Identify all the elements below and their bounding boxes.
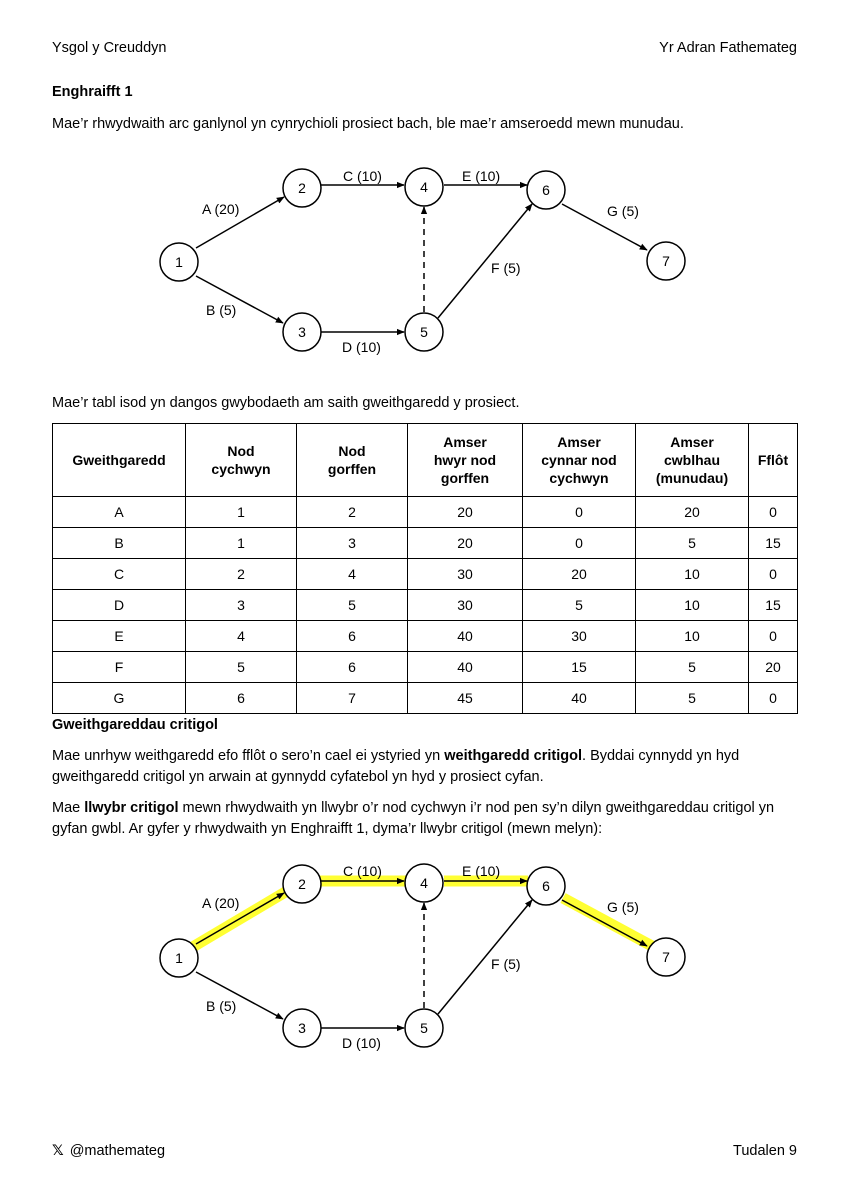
- term-critical-activity: weithgaredd critigol: [444, 748, 583, 764]
- cell: F: [53, 652, 186, 683]
- cell: 15: [749, 528, 798, 559]
- header-school: Ysgol y Creuddyn: [52, 40, 167, 56]
- cell: 45: [408, 683, 523, 714]
- cell: 0: [749, 559, 798, 590]
- cell: 20: [408, 497, 523, 528]
- cell: 30: [408, 590, 523, 621]
- arc-label-c: C (10): [343, 168, 382, 184]
- node-3: [283, 313, 321, 351]
- cell: 6: [297, 652, 408, 683]
- cell: 10: [636, 621, 749, 652]
- cell: 5: [636, 528, 749, 559]
- node-6: [527, 867, 565, 905]
- node-6: [527, 171, 565, 209]
- network-diagram-2: [0, 696, 849, 1076]
- table-row: [53, 497, 798, 528]
- col-header-float: Fflôt: [749, 424, 798, 497]
- cell: 5: [186, 652, 297, 683]
- footer-handle: @mathemateg: [69, 1143, 166, 1159]
- cell: 30: [523, 621, 636, 652]
- node-label: 5: [420, 1020, 428, 1036]
- table-header-row: [53, 424, 798, 497]
- cell: 0: [749, 621, 798, 652]
- node-label: 6: [542, 878, 550, 894]
- cell: 0: [749, 497, 798, 528]
- cell: C: [53, 559, 186, 590]
- arc-label-a: A (20): [202, 201, 240, 217]
- cell: 15: [523, 652, 636, 683]
- example-title: Enghraifft 1: [52, 84, 133, 100]
- text-run: Mae: [52, 800, 85, 816]
- table-row: [53, 590, 798, 621]
- node-label: 7: [662, 949, 670, 965]
- cell: 20: [636, 497, 749, 528]
- node-1: [160, 243, 198, 281]
- cell: 5: [523, 590, 636, 621]
- node-7: [647, 938, 685, 976]
- cell: G: [53, 683, 186, 714]
- node-5: [405, 1009, 443, 1047]
- cell: 2: [186, 559, 297, 590]
- node-label: 1: [175, 254, 183, 270]
- cell: 30: [408, 559, 523, 590]
- cell: 40: [408, 621, 523, 652]
- node-4: [405, 168, 443, 206]
- arc-label-a: A (20): [202, 895, 240, 911]
- cell: 0: [523, 528, 636, 559]
- text-run: . Byddai cynnydd yn hyd gweithgaredd critigol yn arwain at gynnydd cyfatebol yn hyd y prosiect cyfan.: [52, 748, 740, 785]
- activity-table: [52, 423, 798, 714]
- cell: 2: [297, 497, 408, 528]
- node-label: 6: [542, 182, 550, 198]
- arc-label-f: F (5): [491, 260, 521, 276]
- arc-label-g: G (5): [607, 899, 639, 915]
- x-logo-icon: 𝕏: [52, 1143, 64, 1159]
- node-7: [647, 242, 685, 280]
- cell: 15: [749, 590, 798, 621]
- table-intro: Mae’r tabl isod yn dangos gwybodaeth am saith gweithgaredd y prosiect.: [52, 395, 520, 411]
- node-label: 4: [420, 875, 428, 891]
- cell: 0: [749, 683, 798, 714]
- arc-label-e: E (10): [462, 863, 501, 879]
- cell: 7: [297, 683, 408, 714]
- cell: 5: [297, 590, 408, 621]
- col-header-end-node: Nod gorffen: [297, 424, 408, 497]
- cell: 10: [636, 590, 749, 621]
- cell: 20: [749, 652, 798, 683]
- cell: 0: [523, 497, 636, 528]
- node-label: 7: [662, 253, 670, 269]
- node-3: [283, 1009, 321, 1047]
- cell: 3: [186, 590, 297, 621]
- node-2: [283, 865, 321, 903]
- node-5: [405, 313, 443, 351]
- arc-label-e: E (10): [462, 168, 501, 184]
- cell: 1: [186, 528, 297, 559]
- node-label: 2: [298, 180, 306, 196]
- table-row: [53, 652, 798, 683]
- node-1: [160, 939, 198, 977]
- cell: 5: [636, 652, 749, 683]
- text-run: Mae unrhyw weithgaredd efo fflôt o sero’n cael ei ystyried yn: [52, 748, 445, 764]
- table-row: [53, 559, 798, 590]
- cell: 40: [523, 683, 636, 714]
- arc-label-b: B (5): [206, 998, 237, 1014]
- node-label: 4: [420, 179, 428, 195]
- cell: 5: [636, 683, 749, 714]
- arc-label-c: C (10): [343, 863, 382, 879]
- cell: 4: [186, 621, 297, 652]
- text-run: mewn rhwydwaith yn llwybr o’r nod cychwyn i’r nod pen sy’n dilyn gweithgareddau critigol yn gyfan gwbl. Ar gyfer y rhwydwaith yn Enghraifft 1, dyma’r llwybr critigol (mewn melyn):: [52, 800, 775, 837]
- cell: 6: [297, 621, 408, 652]
- arc-label-g: G (5): [607, 203, 639, 219]
- col-header-start-node: Nod cychwyn: [186, 424, 297, 497]
- footer-page-number: Tudalen 9: [733, 1143, 797, 1159]
- arc-label-f: F (5): [491, 956, 521, 972]
- node-2: [283, 169, 321, 207]
- cell: 6: [186, 683, 297, 714]
- network-diagram-1: [0, 0, 849, 380]
- footer-social: [52, 1143, 165, 1159]
- cell: D: [53, 590, 186, 621]
- node-label: 1: [175, 950, 183, 966]
- node-4: [405, 864, 443, 902]
- table-row: [53, 621, 798, 652]
- node-label: 2: [298, 876, 306, 892]
- cell: 3: [297, 528, 408, 559]
- node-label: 3: [298, 324, 306, 340]
- term-critical-path: llwybr critigol: [84, 800, 179, 816]
- header-department: Yr Adran Fathemateg: [659, 40, 797, 56]
- example-intro: Mae’r rhwydwaith arc ganlynol yn cynrychioli prosiect bach, ble mae’r amseroedd mewn munudau.: [52, 116, 684, 132]
- cell: A: [53, 497, 186, 528]
- arc-label-d: D (10): [342, 339, 381, 355]
- node-label: 3: [298, 1020, 306, 1036]
- cell: 20: [408, 528, 523, 559]
- cell: 4: [297, 559, 408, 590]
- table-row: [53, 528, 798, 559]
- cell: 20: [523, 559, 636, 590]
- col-header-late-time: Amser hwyr nod gorffen: [408, 424, 523, 497]
- arc-label-d: D (10): [342, 1035, 381, 1051]
- col-header-duration: Amser cwblhau (munudau): [636, 424, 749, 497]
- critical-title: Gweithgareddau critigol: [52, 717, 218, 733]
- cell: E: [53, 621, 186, 652]
- node-label: 5: [420, 324, 428, 340]
- cell: 40: [408, 652, 523, 683]
- col-header-activity: Gweithgaredd: [53, 424, 186, 497]
- arc-label-b: B (5): [206, 302, 237, 318]
- cell: B: [53, 528, 186, 559]
- cell: 1: [186, 497, 297, 528]
- col-header-early-time: Amser cynnar nod cychwyn: [523, 424, 636, 497]
- cell: 10: [636, 559, 749, 590]
